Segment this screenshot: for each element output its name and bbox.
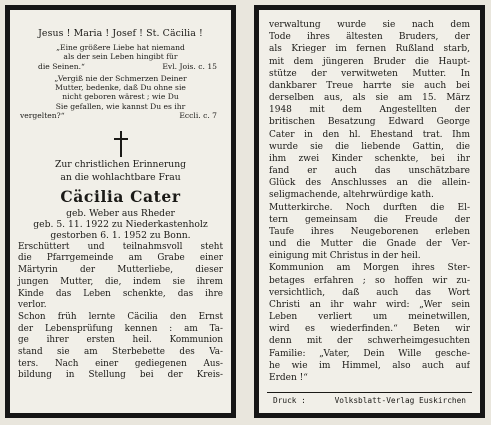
text-line: seligmachende, altehrwürdige kath. [269,190,434,201]
text-line: betages erfahren ; so hoffen wir zu- [269,275,470,286]
quote-line: „Vergiß nie der Schmerzen Deiner [54,73,187,83]
text-line: die Pfarrgemeinde am Grabe einer [18,253,223,264]
text-line: der Lebensprüfung kennen : am Ta- [18,323,223,334]
text-line: Taufe ihres Neugeborenen erleben [269,226,470,237]
text-line: Kinde das Leben schenkte, das ihre [18,288,223,299]
text-line: wurde sie die liebende Gattin, die [269,141,470,152]
text-line: denn mit der schwerheimgesuchten [269,336,470,347]
left-page [5,5,236,418]
quote-line: als der sein Leben hingibt für [63,52,178,62]
text-line: ters. Nach einer gediegenen Aus- [18,358,223,369]
quote-attribution: Evl. Jois. c. 15 [162,61,217,71]
quote-line: Mutter, bedenke, daß Du ohne sie [55,83,186,92]
text-line: Leben verliert um meinetwillen, [269,312,470,323]
maiden-name: geb. Weber aus Rheder [66,207,175,219]
memorial-intro [18,158,223,185]
right-page [254,5,485,418]
text-line: versichtlich, daß auch das Wort [269,287,470,298]
quote-line: vergelten?“ [20,110,65,120]
quote-line: „Eine größere Liebe hat niemand [56,43,185,52]
text-line: verwaltung wurde sie nach dem [269,20,470,30]
text-line: Kommunion am Morgen ihres Ster- [269,263,470,274]
text-line: Tode ihres ältesten Bruders, der [269,32,470,43]
quote-line: Sie gefallen, wie kannst Du es ihr [55,101,186,111]
text-line: stütze der verwitweten Mutter. In [269,68,470,79]
birth-date: geb. 5. 11. 1922 zu Niederkastenholz [33,218,208,230]
deceased-name: Cäcilia Cater [60,186,181,206]
text-line: tern gemeinsam die Freude der [269,214,470,225]
quote-attribution: Eccli. c. 7 [179,110,217,120]
text-line: und die Mutter die Gnade der Ver- [269,239,470,250]
text-line: wird es wiederfinden.“ Beten wir [269,324,470,335]
text-line: dankbarer Treue harrte sie auch bei [269,80,470,91]
text-line: britischen Besatzung Edward George [269,117,470,128]
text-line: bildung in Stellung bei der Kreis- [18,370,223,381]
text-line: Mutterkirche. Noch durften die El- [269,202,470,213]
death-date: gestorben 6. 1. 1952 zu Bonn. [50,229,191,241]
text-line: mit dem jüngeren Bruder die Haupt- [269,56,470,67]
text-line: Christi an ihr wahr wird: „Wer sein [269,299,470,310]
quote-ecclesiasticus [18,74,223,120]
text-line: Märtyrin der Mutterliebe, dieser [18,265,223,276]
text-line: Glück des Anschlusses an die allein- [269,178,470,189]
cross-icon [18,130,223,156]
quote-line: nicht geboren wärest ; wie Du [62,92,179,102]
text-line: derselben aus, als sie am 15. März [269,93,470,104]
quote-john [18,43,223,71]
intro-line: an die wohlachtbare Frau [60,172,181,184]
text-line: fand er auch das unschätzbare [269,166,470,177]
life-dates [18,219,223,241]
biography-text [18,242,223,382]
biography-continued [267,19,472,384]
text-line: 1948 mit dem Angestellten der [269,105,470,116]
text-line: ge ihrer ersten heil. Kommunion [18,335,223,346]
text-line: als Krieger im fernen Rußland starb, [269,44,470,55]
quote-line: die Seinen.“ [38,61,85,71]
intro-line: Zur christlichen Erinnerung [54,159,187,170]
text-line: he wie im Himmel, also auch auf [269,360,470,371]
text-line: Erschüttert und teilnahmsvoll steht [18,241,223,252]
text-line: jungen Mutter, die, indem sie ihrem [18,276,223,287]
text-line: Cater in den hl. Ehestand trat. Ihm [269,129,470,140]
imprint-publisher: Volksblatt-Verlag Euskirchen [334,396,466,405]
printer-imprint [267,392,472,405]
text-line: Erden !“ [269,372,308,383]
text-line: verlor. [18,300,47,311]
text-line: stand sie am Sterbebette des Va- [18,346,223,357]
imprint-label: Druck : [273,396,306,405]
text-line: Schon früh lernte Cäcilia den Ernst [18,311,223,322]
text-line: einigung mit Christus in der heil. [269,251,421,262]
text-line: Familie: „Vater, Dein Wille gesche- [269,348,470,359]
invocation-heading: Jesus ! Maria ! Josef ! St. Cäcilia ! [38,28,203,39]
text-line: ihm zwei Kinder schenkte, bei ihr [269,153,470,164]
